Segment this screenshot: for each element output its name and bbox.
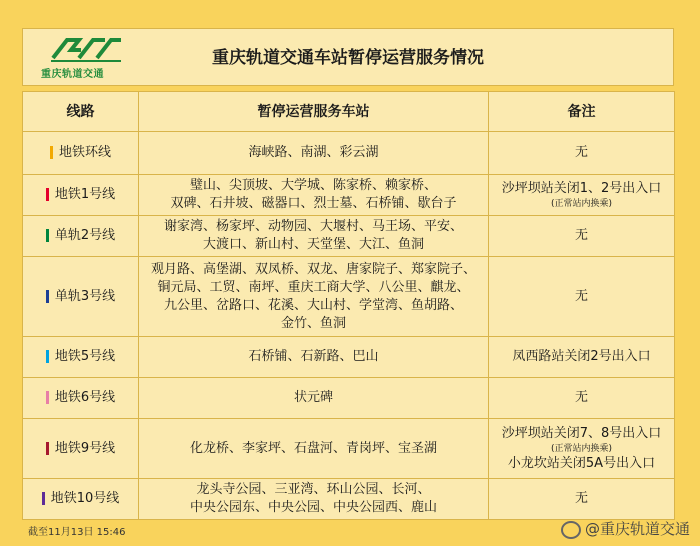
suspension-table — [22, 91, 675, 520]
station-line: 中央公园东、中央公园、中央公园西、鹿山 — [189, 500, 437, 515]
station-line: 璧山、尖顶坡、大学城、陈家桥、赖家桥、 — [189, 178, 437, 193]
station-line: 状元碑 — [293, 390, 333, 405]
watermark-text: @重庆轨道交通 — [584, 520, 690, 538]
line-color-swatch — [46, 350, 49, 363]
station-line: 金竹、鱼洞 — [280, 315, 346, 331]
line-cell — [23, 216, 139, 257]
table-row — [23, 378, 675, 419]
line-color-swatch — [46, 229, 49, 242]
line-name: 地铁6号线 — [54, 390, 116, 405]
station-line: 海峡路、南湖、彩云湖 — [248, 145, 379, 160]
station-line: 九公里、岔路口、花溪、大山村、学堂湾、鱼胡路、 — [163, 297, 463, 313]
line-color-swatch — [42, 492, 45, 505]
stations-cell — [139, 216, 489, 257]
page-title: 重庆轨道交通车站暂停运营服务情况 — [212, 48, 484, 68]
notes-cell — [489, 419, 675, 479]
header-notes: 备注 — [489, 92, 675, 132]
table-header-row — [23, 92, 675, 132]
notes-cell — [489, 216, 675, 257]
table-row — [23, 419, 675, 479]
note-line: 沙坪坝站关闭1、2号出入口 — [501, 181, 662, 196]
station-line: 大渡口、新山村、天堂堡、大江、鱼洞 — [202, 237, 424, 252]
note-line: 无 — [574, 390, 588, 405]
line-color-swatch — [46, 188, 49, 201]
notes-cell — [489, 132, 675, 175]
table-row — [23, 175, 675, 216]
watermark — [561, 518, 690, 539]
line-cell — [23, 257, 139, 337]
line-cell — [23, 378, 139, 419]
table-row — [23, 479, 675, 520]
station-line: 龙头寺公园、三亚湾、环山公园、长河、 — [196, 482, 431, 497]
station-line: 谢家湾、杨家坪、动物园、大堰村、马王场、平安、 — [163, 219, 463, 234]
header-panel — [22, 28, 674, 86]
logo-text: 重庆轨道交通 — [41, 69, 104, 80]
line-name: 地铁10号线 — [50, 491, 120, 506]
line-color-swatch — [46, 391, 49, 404]
note-line: 无 — [574, 491, 588, 506]
header-line: 线路 — [23, 92, 139, 132]
line-name: 单轨2号线 — [54, 228, 116, 243]
note-line: (正常站内换乘) — [550, 443, 613, 454]
notes-cell — [489, 175, 675, 216]
note-line: 无 — [574, 145, 588, 160]
weibo-icon — [561, 521, 581, 539]
line-cell — [23, 479, 139, 520]
line-name: 地铁1号线 — [54, 187, 116, 202]
table-row — [23, 337, 675, 378]
table-row — [23, 216, 675, 257]
line-cell — [23, 132, 139, 175]
station-line: 双碑、石井坡、磁器口、烈士墓、石桥铺、歇台子 — [170, 196, 457, 211]
note-line: 小龙坎站关闭5A号出入口 — [507, 455, 656, 471]
line-cell — [23, 337, 139, 378]
line-color-swatch — [46, 442, 49, 455]
update-timestamp: 截至11月13日 15:46 — [28, 527, 126, 538]
notes-cell — [489, 479, 675, 520]
line-name: 单轨3号线 — [54, 288, 116, 304]
stations-cell — [139, 257, 489, 337]
header-stations: 暂停运营服务车站 — [139, 92, 489, 132]
stations-cell — [139, 479, 489, 520]
note-line: 无 — [574, 288, 588, 304]
line-name: 地铁9号线 — [54, 440, 116, 456]
station-line: 石桥铺、石新路、巴山 — [248, 349, 379, 364]
line-color-swatch — [50, 146, 53, 159]
stations-cell — [139, 132, 489, 175]
line-name: 地铁5号线 — [54, 349, 116, 364]
note-line: (正常站内换乘) — [550, 199, 613, 209]
table-row — [23, 257, 675, 337]
line-color-swatch — [46, 290, 49, 303]
station-line: 化龙桥、李家坪、石盘河、青岗坪、宝圣湖 — [189, 440, 437, 456]
note-line: 凤西路站关闭2号出入口 — [512, 349, 651, 364]
table-body — [23, 132, 675, 520]
line-name: 地铁环线 — [58, 145, 111, 160]
stations-cell — [139, 337, 489, 378]
note-line: 无 — [574, 228, 588, 243]
table-row — [23, 132, 675, 175]
note-line: 沙坪坝站关闭7、8号出入口 — [501, 425, 662, 441]
line-cell — [23, 419, 139, 479]
stations-cell — [139, 419, 489, 479]
stations-cell — [139, 175, 489, 216]
notes-cell — [489, 257, 675, 337]
notes-cell — [489, 337, 675, 378]
station-line: 观月路、高堡湖、双凤桥、双龙、唐家院子、郑家院子、 — [150, 261, 476, 277]
notes-cell — [489, 378, 675, 419]
station-line: 铜元局、工贸、南坪、重庆工商大学、八公里、麒龙、 — [157, 279, 470, 295]
stations-cell — [139, 378, 489, 419]
line-cell — [23, 175, 139, 216]
